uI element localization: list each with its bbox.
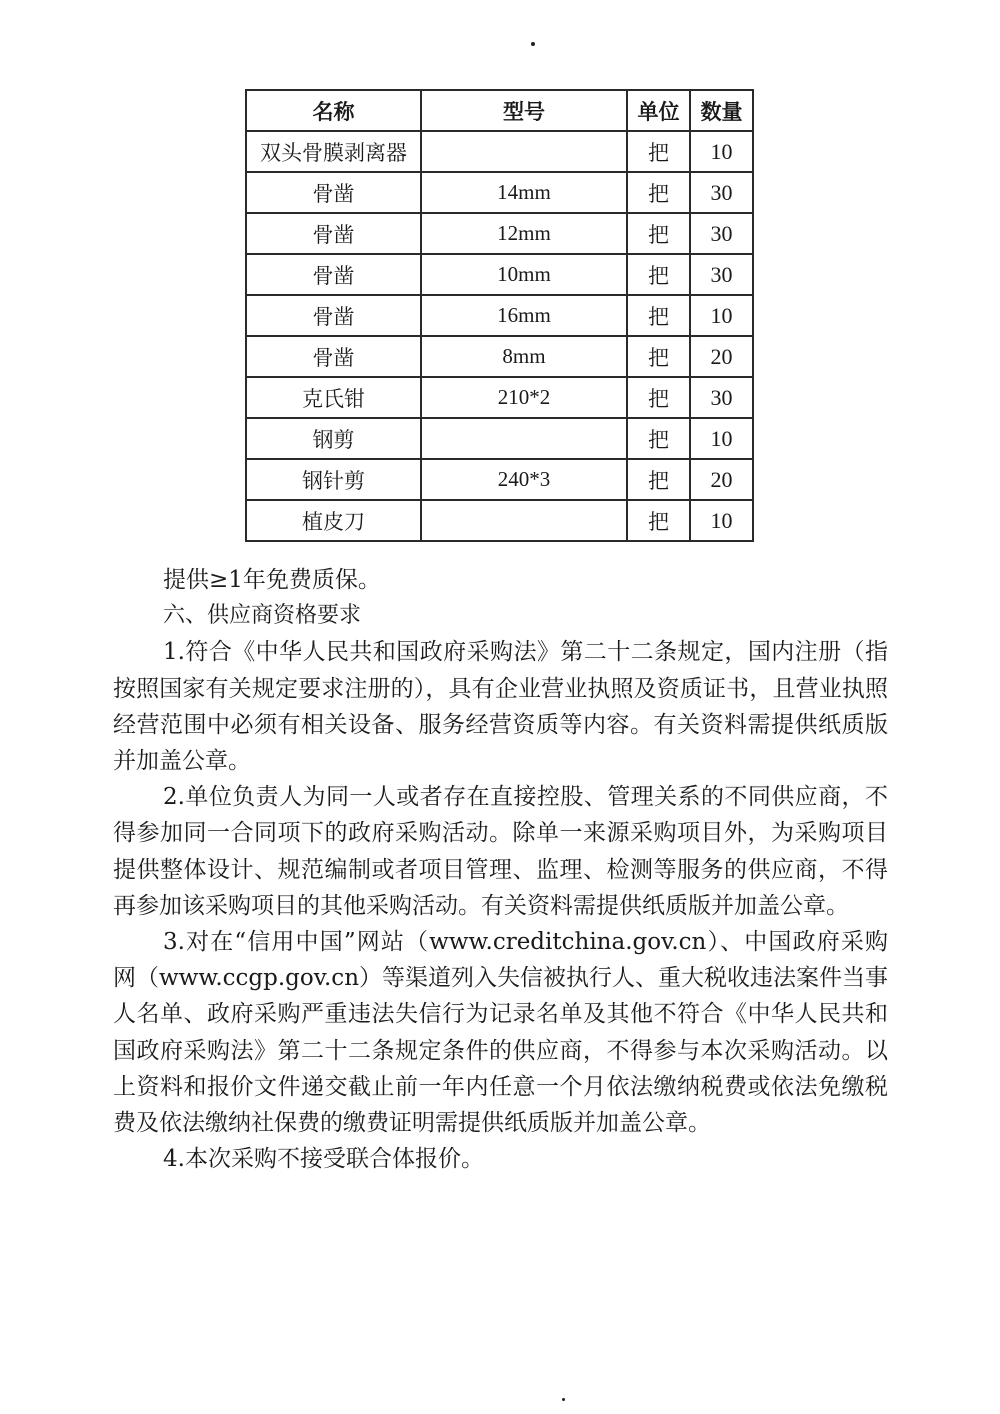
cell-unit: 把 <box>627 172 690 213</box>
cell-quantity: 30 <box>690 377 753 418</box>
cell-model <box>421 131 627 172</box>
cell-name: 骨凿 <box>246 213 421 254</box>
cell-model: 210*2 <box>421 377 627 418</box>
table-row <box>246 172 753 213</box>
cell-model: 12mm <box>421 213 627 254</box>
table-header-row <box>246 90 753 131</box>
table-row <box>246 418 753 459</box>
table-row <box>246 336 753 377</box>
requirement-paragraph-2: 2.单位负责人为同一人或者存在直接控股、管理关系的不同供应商，不得参加同一合同项下的政府采购活动。除单一来源采购项目外，为采购项目提供整体设计、规范编制或者项目管理、监理、检测等服务的供应商，不得再参加该采购项目的其他采购活动。有关资料需提供纸质版并加盖公章。 <box>113 784 888 919</box>
cell-unit: 把 <box>627 254 690 295</box>
table-row <box>246 254 753 295</box>
section-title: 六、供应商资格要求 <box>163 603 362 629</box>
cell-unit: 把 <box>627 418 690 459</box>
table-row <box>246 377 753 418</box>
cell-quantity: 30 <box>690 254 753 295</box>
cell-model: 16mm <box>421 295 627 336</box>
cell-quantity: 10 <box>690 131 753 172</box>
cell-model: 240*3 <box>421 459 627 500</box>
cell-model: 8mm <box>421 336 627 377</box>
warranty-note: 提供≥1年免费质保。 <box>163 567 381 593</box>
cell-name: 植皮刀 <box>246 500 421 541</box>
cell-model: 14mm <box>421 172 627 213</box>
requirement-paragraph-4: 4.本次采购不接受联合体报价。 <box>163 1146 484 1173</box>
cell-model <box>421 418 627 459</box>
cell-name: 骨凿 <box>246 254 421 295</box>
header-quantity: 数量 <box>690 90 753 131</box>
cell-name: 骨凿 <box>246 172 421 213</box>
requirement-paragraph-1: 1.符合《中华人民共和国政府采购法》第二十二条规定，国内注册（指按照国家有关规定要求注册的），具有企业营业执照及资质证书，且营业执照经营范围中必须有相关设备、服务经营资质等内容。有关资料需提供纸质版并加盖公章。 <box>113 639 888 775</box>
cell-unit: 把 <box>627 295 690 336</box>
cell-quantity: 10 <box>690 295 753 336</box>
cell-name: 骨凿 <box>246 295 421 336</box>
table-row <box>246 131 753 172</box>
header-model: 型号 <box>421 90 627 131</box>
cell-quantity: 30 <box>690 213 753 254</box>
cell-unit: 把 <box>627 377 690 418</box>
requirement-paragraph-3: 3.对在“信用中国”网站（www.creditchina.gov.cn）、中国政府采购网（www.ccgp.gov.cn）等渠道列入失信被执行人、重大税收违法案件当事人名单、政府采购严重违法失信行为记录名单及其他不符合《中华人民共和国政府采购法》第二十二条规定条件的供应商，不得参与本次采购活动。以上资料和报价文件递交截止前一年内任意一个月依法缴纳税费或依法免缴税费及依法缴纳社保费的缴费证明需提供纸质版并加盖公章。 <box>113 929 889 1137</box>
scan-speck <box>562 1398 565 1401</box>
cell-model <box>421 500 627 541</box>
cell-quantity: 20 <box>690 336 753 377</box>
cell-unit: 把 <box>627 500 690 541</box>
header-unit: 单位 <box>627 90 690 131</box>
table-row <box>246 500 753 541</box>
table-row <box>246 459 753 500</box>
cell-name: 骨凿 <box>246 336 421 377</box>
cell-unit: 把 <box>627 131 690 172</box>
cell-unit: 把 <box>627 213 690 254</box>
cell-quantity: 20 <box>690 459 753 500</box>
cell-quantity: 10 <box>690 500 753 541</box>
table-row <box>246 295 753 336</box>
cell-name: 双头骨膜剥离器 <box>246 131 421 172</box>
scan-speck <box>531 42 535 46</box>
cell-unit: 把 <box>627 459 690 500</box>
equipment-table <box>245 89 754 542</box>
cell-name: 钢针剪 <box>246 459 421 500</box>
cell-quantity: 30 <box>690 172 753 213</box>
cell-name: 钢剪 <box>246 418 421 459</box>
cell-unit: 把 <box>627 336 690 377</box>
header-name: 名称 <box>246 90 421 131</box>
cell-name: 克氏钳 <box>246 377 421 418</box>
cell-quantity: 10 <box>690 418 753 459</box>
cell-model: 10mm <box>421 254 627 295</box>
table-row <box>246 213 753 254</box>
document-body <box>113 562 888 1177</box>
